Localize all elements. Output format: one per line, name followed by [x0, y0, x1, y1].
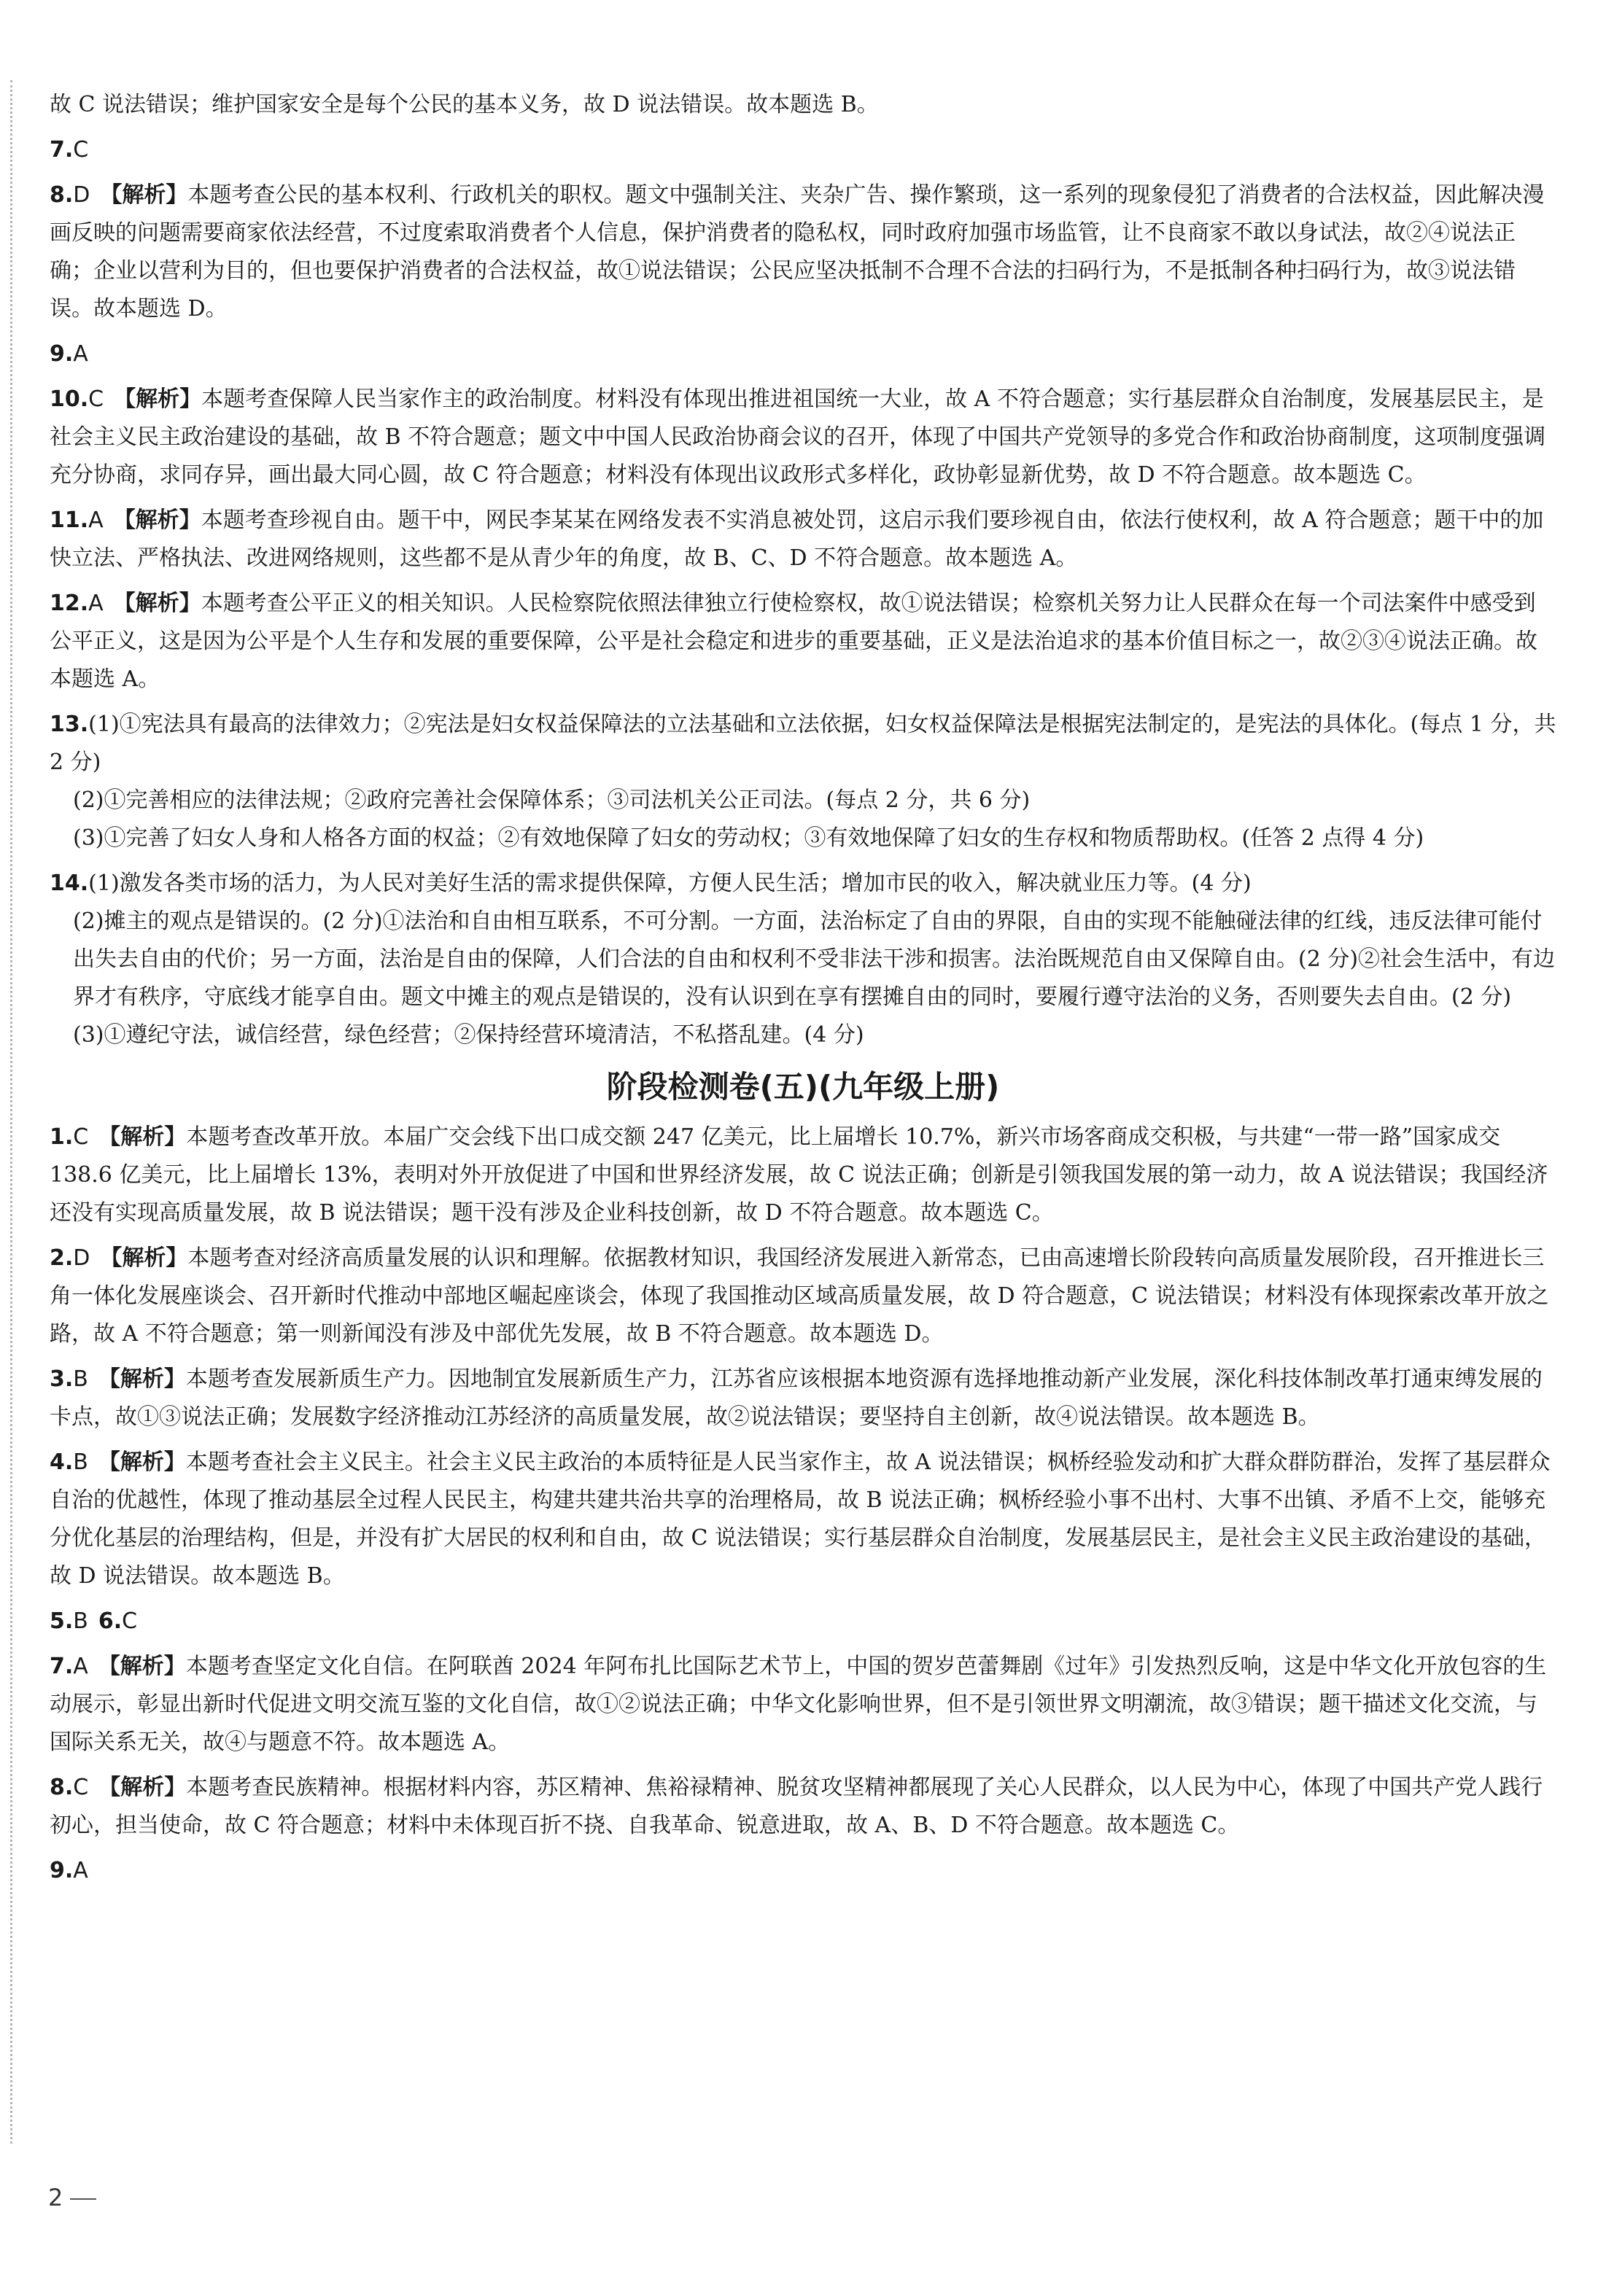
s5-q2: 2.D 【解析】本题考查对经济高质量发展的认识和理解。依据教材知识，我国经济发展进入新常态，已由高速增长阶段转向高质量发展阶段，召开推进长三角一体化发展座谈会、召开新时代推动中部地区崛起座谈会，体现了我国推动区域高质量发展，故 D 符合题意，C 说法错误；材料没有体现探索改革开放之路，故 A 不符合题意；第一则新闻没有涉及中部优先发展，故 B 不符合题意。故本题选 D。 [50, 1245, 1549, 1347]
prev-continuation: 故 C 说法错误；维护国家安全是每个公民的基本义务，故 D 说法错误。故本题选 B。 [50, 92, 879, 117]
s5-q8: 8.C 【解析】本题考查民族精神。根据材料内容，苏区精神、焦裕禄精神、脱贫攻坚精神都展现了关心人民群众，以人民为中心，体现了中国共产党人践行初心，担当使命，故 C 符合题意；材料中未体现百折不挠、自我革命、锐意进取，故 A、B、D 不符合题意。故本题选 C。 [50, 1775, 1543, 1838]
answer-page [50, 86, 1556, 1897]
prev-q13: 13.(1)①宪法具有最高的法律效力；②宪法是妇女权益保障法的立法基础和立法依据，妇女权益保障法是根据宪法制定的，是宪法的具体化。(每点 1 分，共 2 分) (2)①完善相应的法律法规；②政府完善社会保障体系；③司法机关公正司法。(每点 2 分，共 6 分) (3)①完善了妇女人身和人格各方面的权益；②有效地保障了妇女的劳动权；③有效地保障了妇女的生存权和物质帮助权。(任答 2 点得 4 分) [50, 706, 1556, 857]
prev-q9: 9.A [50, 341, 88, 367]
binding-margin-rule [10, 80, 12, 2144]
prev-q10: 10.C 【解析】本题考查保障人民当家作主的政治制度。材料没有体现出推进祖国统一大业，故 A 不符合题意；实行基层群众自治制度，发展基层民主，是社会主义民主政治建设的基础，故 B 不符合题意；题文中中国人民政治协商会议的召开，体现了中国共产党领导的多党合作和政治协商制度，这项制度强调充分协商，求同存异，画出最大同心圆，故 C 符合题意；材料没有体现出议政形式多样化，政协彰显新优势，故 D 不符合题意。故本题选 C。 [50, 386, 1546, 488]
prev-q14: 14.(1)激发各类市场的活力，为人民对美好生活的需求提供保障，方便人民生活；增加市民的收入，解决就业压力等。(4 分) (2)摊主的观点是错误的。(2 分)①法治和自由相互联系，不可分割。一方面，法治标定了自由的界限，自由的实现不能触碰法律的红线，违反法律可能付出失去自由的代价；另一方面，法治是自由的保障，人们合法的自由和权利不受非法干涉和损害。法治既规范自由又保障自由。(2 分)②社会生活中，有边界才有秩序，守底线才能享自由。题文中摊主的观点是错误的，没有认识到在享有摆摊自由的同时，要履行遵守法治的义务，否则要失去自由。(2 分) (3)①遵纪守法，诚信经营，绿色经营；②保持经营环境清洁，不私搭乱建。(4 分) [50, 865, 1556, 1054]
page-number: 2 [48, 2184, 63, 2211]
prev-q12: 12.A 【解析】本题考查公平正义的相关知识。人民检察院依照法律独立行使检察权，故①说法错误；检察机关努力让人民群众在每一个司法案件中感受到公平正义，这是因为公平是个人生存和发展的重要保障，公平是社会稳定和进步的重要基础，正义是法治追求的基本价值目标之一，故②③④说法正确。故本题选 A。 [50, 591, 1537, 692]
prev-q8: 8.D 【解析】本题考查公民的基本权利、行政机关的职权。题文中强制关注、夹杂广告、操作繁琐，这一系列的现象侵犯了消费者的合法权益，因此解决漫画反映的问题需要商家依法经营，不过度索取消费者个人信息，保护消费者的隐私权，同时政府加强市场监管，让不良商家不敢以身试法，故②④说法正确；企业以营利为目的，但也要保护消费者的合法权益，故①说法错误；公民应坚决抵制不合理不合法的扫码行为，不是抵制各种扫码行为，故③说法错误。故本题选 D。 [50, 182, 1545, 322]
s5-q4: 4.B 【解析】本题考查社会主义民主。社会主义民主政治的本质特征是人民当家作主，故 A 说法错误；枫桥经验发动和扩大群众群防群治，发挥了基层群众自治的优越性，体现了推动基层全过程人民民主，构建共建共治共享的治理格局，故 B 说法正确；枫桥经验小事不出村、大事不出镇、矛盾不上交，能够充分优化基层的治理结构，但是，并没有扩大居民的权利和自由，故 C 说法错误；实行基层群众自治制度，发展基层民主，是社会主义民主政治建设的基础，故 D 说法错误。故本题选 B。 [50, 1449, 1551, 1589]
section-title: 阶段检测卷(五)(九年级上册) [606, 1069, 1000, 1105]
prev-q7: 7.C [50, 137, 89, 163]
s5-q7: 7.A 【解析】本题考查坚定文化自信。在阿联酋 2024 年阿布扎比国际艺术节上，中国的贺岁芭蕾舞剧《过年》引发热烈反响，这是中华文化开放包容的生动展示，彰显出新时代促进文明交流互鉴的文化自信，故①②说法正确；中华文化影响世界，但不是引领世界文明潮流，故③错误；题干描述文化交流，与国际关系无关，故④与题意不符。故本题选 A。 [50, 1654, 1547, 1755]
s5-q1: 1.C 【解析】本题考查改革开放。本届广交会线下出口成交额 247 亿美元，比上届增长 10.7%，新兴市场客商成交积极，与共建“一带一路”国家成交 138.6 亿美元，比上届增长 13%，表明对外开放促进了中国和世界经济发展，故 C 说法正确；创新是引领我国发展的第一动力，故 A 说法错误；我国经济还没有实现高质量发展，故 B 说法错误；题干没有涉及企业科技创新，故 D 不符合题意。故本题选 C。 [50, 1124, 1548, 1226]
prev-q14-part3: (3)①遵纪守法，诚信经营，绿色经营；②保持经营环境清洁，不私搭乱建。(4 分) [73, 1022, 864, 1048]
s5-q5-q6: 5.B 6.C [50, 1608, 138, 1634]
s5-q3: 3.B 【解析】本题考查发展新质生产力。因地制宜发展新质生产力，江苏省应该根据本地资源有选择地推动新产业发展，深化科技体制改革打通束缚发展的卡点，故①③说法正确；发展数字经济推动江苏经济的高质量发展，故②说法错误；要坚持自主创新，故④说法错误。故本题选 B。 [50, 1366, 1543, 1430]
s5-q9: 9.A [50, 1858, 88, 1883]
prev-q13-part3: (3)①完善了妇女人身和人格各方面的权益；②有效地保障了妇女的劳动权；③有效地保障了妇女的生存权和物质帮助权。(任答 2 点得 4 分) [73, 825, 1424, 851]
prev-q13-part2: (2)①完善相应的法律法规；②政府完善社会保障体系；③司法机关公正司法。(每点 2 分，共 6 分) [73, 787, 1031, 813]
footer-dash [70, 2198, 96, 2200]
page-footer [48, 2184, 96, 2211]
prev-q14-part2: (2)摊主的观点是错误的。(2 分)①法治和自由相互联系，不可分割。一方面，法治标定了自由的界限，自由的实现不能触碰法律的红线，违反法律可能付出失去自由的代价；另一方面，法治是自由的保障，人们合法的自由和权利不受非法干涉和损害。法治既规范自由又保障自由。(2 分)②社会生活中，有边界才有秩序，守底线才能享自由。题文中摊主的观点是错误的，没有认识到在享有摆摊自由的同时，要履行遵守法治的义务，否则要失去自由。(2 分) [73, 908, 1556, 1010]
prev-q11: 11.A 【解析】本题考查珍视自由。题干中，网民李某某在网络发表不实消息被处罚，这启示我们要珍视自由，依法行使权利，故 A 符合题意；题干中的加快立法、严格执法、改进网络规则，这些都不是从青少年的角度，故 B、C、D 不符合题意。故本题选 A。 [50, 507, 1544, 571]
